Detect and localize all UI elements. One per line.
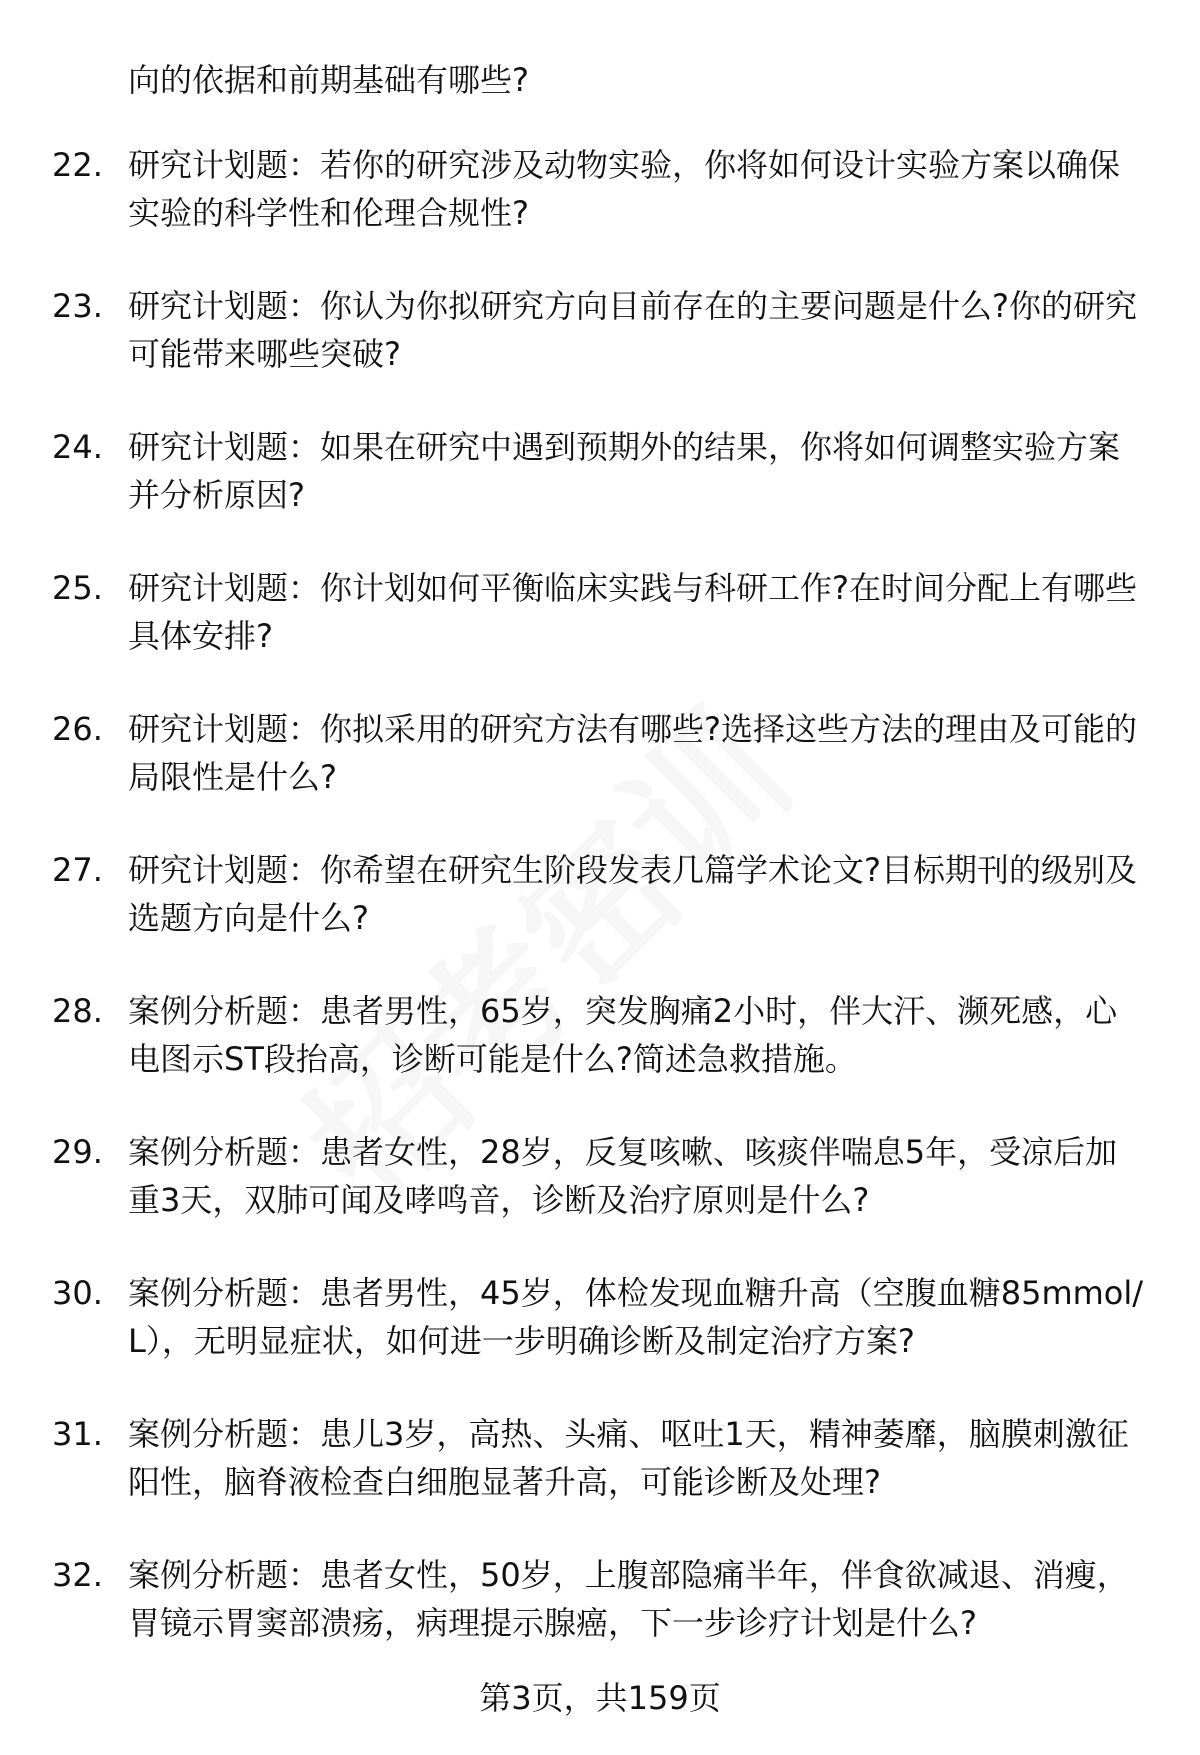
- question-number: 32.: [52, 1556, 103, 1594]
- question-text: 研究计划题：若你的研究涉及动物实验，你将如何设计实验方案以确保实验的科学性和伦理合规性?: [128, 146, 1121, 232]
- question-number: 22.: [52, 146, 103, 184]
- question-item: [52, 705, 1152, 801]
- question-item: [52, 987, 1152, 1083]
- question-item: [52, 141, 1152, 237]
- question-number: 30.: [52, 1274, 103, 1312]
- question-text: 案例分析题：患者男性，65岁，突发胸痛2小时，伴大汗、濒死感，心电图示ST段抬高，诊断可能是什么?简述急救措施。: [128, 992, 1118, 1078]
- question-text: 研究计划题：如果在研究中遇到预期外的结果，你将如何调整实验方案并分析原因?: [128, 428, 1121, 514]
- question-text: 研究计划题：你拟采用的研究方法有哪些?选择这些方法的理由及可能的局限性是什么?: [128, 710, 1137, 796]
- question-item: [52, 1551, 1152, 1647]
- question-item: [52, 423, 1152, 519]
- question-number: 25.: [52, 569, 103, 607]
- question-number: 24.: [52, 428, 103, 466]
- question-text: 研究计划题：你希望在研究生阶段发表几篇学术论文?目标期刊的级别及选题方向是什么?: [128, 851, 1137, 937]
- question-number: 31.: [52, 1415, 103, 1453]
- question-item: [52, 282, 1152, 378]
- question-text: 案例分析题：患者男性，45岁，体检发现血糖升高（空腹血糖85mmol/L），无明显症状，如何进一步明确诊断及制定治疗方案?: [128, 1274, 1144, 1360]
- question-item: [52, 564, 1152, 660]
- question-text: 研究计划题：你计划如何平衡临床实践与科研工作?在时间分配上有哪些具体安排?: [128, 569, 1137, 655]
- question-list: [52, 141, 1152, 1692]
- question-text: 案例分析题：患者女性，28岁，反复咳嗽、咳痰伴喘息5年，受凉后加重3天，双肺可闻及哮鸣音，诊断及治疗原则是什么?: [128, 1133, 1118, 1219]
- page-footer: 第3页，共159页: [479, 1679, 721, 1717]
- question-number: 28.: [52, 992, 103, 1030]
- question-text: 案例分析题：患儿3岁，高热、头痛、呕吐1天，精神萎靡，脑膜刺激征阳性，脑脊液检查白细胞显著升高，可能诊断及处理?: [128, 1415, 1129, 1501]
- question-number: 23.: [52, 287, 103, 325]
- question-number: 26.: [52, 710, 103, 748]
- question-text: 研究计划题：你认为你拟研究方向目前存在的主要问题是什么?你的研究可能带来哪些突破?: [128, 287, 1137, 373]
- question-item: [52, 1269, 1152, 1365]
- question-number: 29.: [52, 1133, 103, 1171]
- question-item: [52, 1128, 1152, 1224]
- question-number: 27.: [52, 851, 103, 889]
- continuation-text: 向的依据和前期基础有哪些?: [128, 61, 529, 99]
- question-text: 案例分析题：患者女性，50岁，上腹部隐痛半年，伴食欲减退、消瘦，胃镜示胃窦部溃疡，病理提示腺癌，下一步诊疗计划是什么?: [128, 1556, 1129, 1642]
- question-item: [52, 846, 1152, 942]
- question-item: [52, 1410, 1152, 1506]
